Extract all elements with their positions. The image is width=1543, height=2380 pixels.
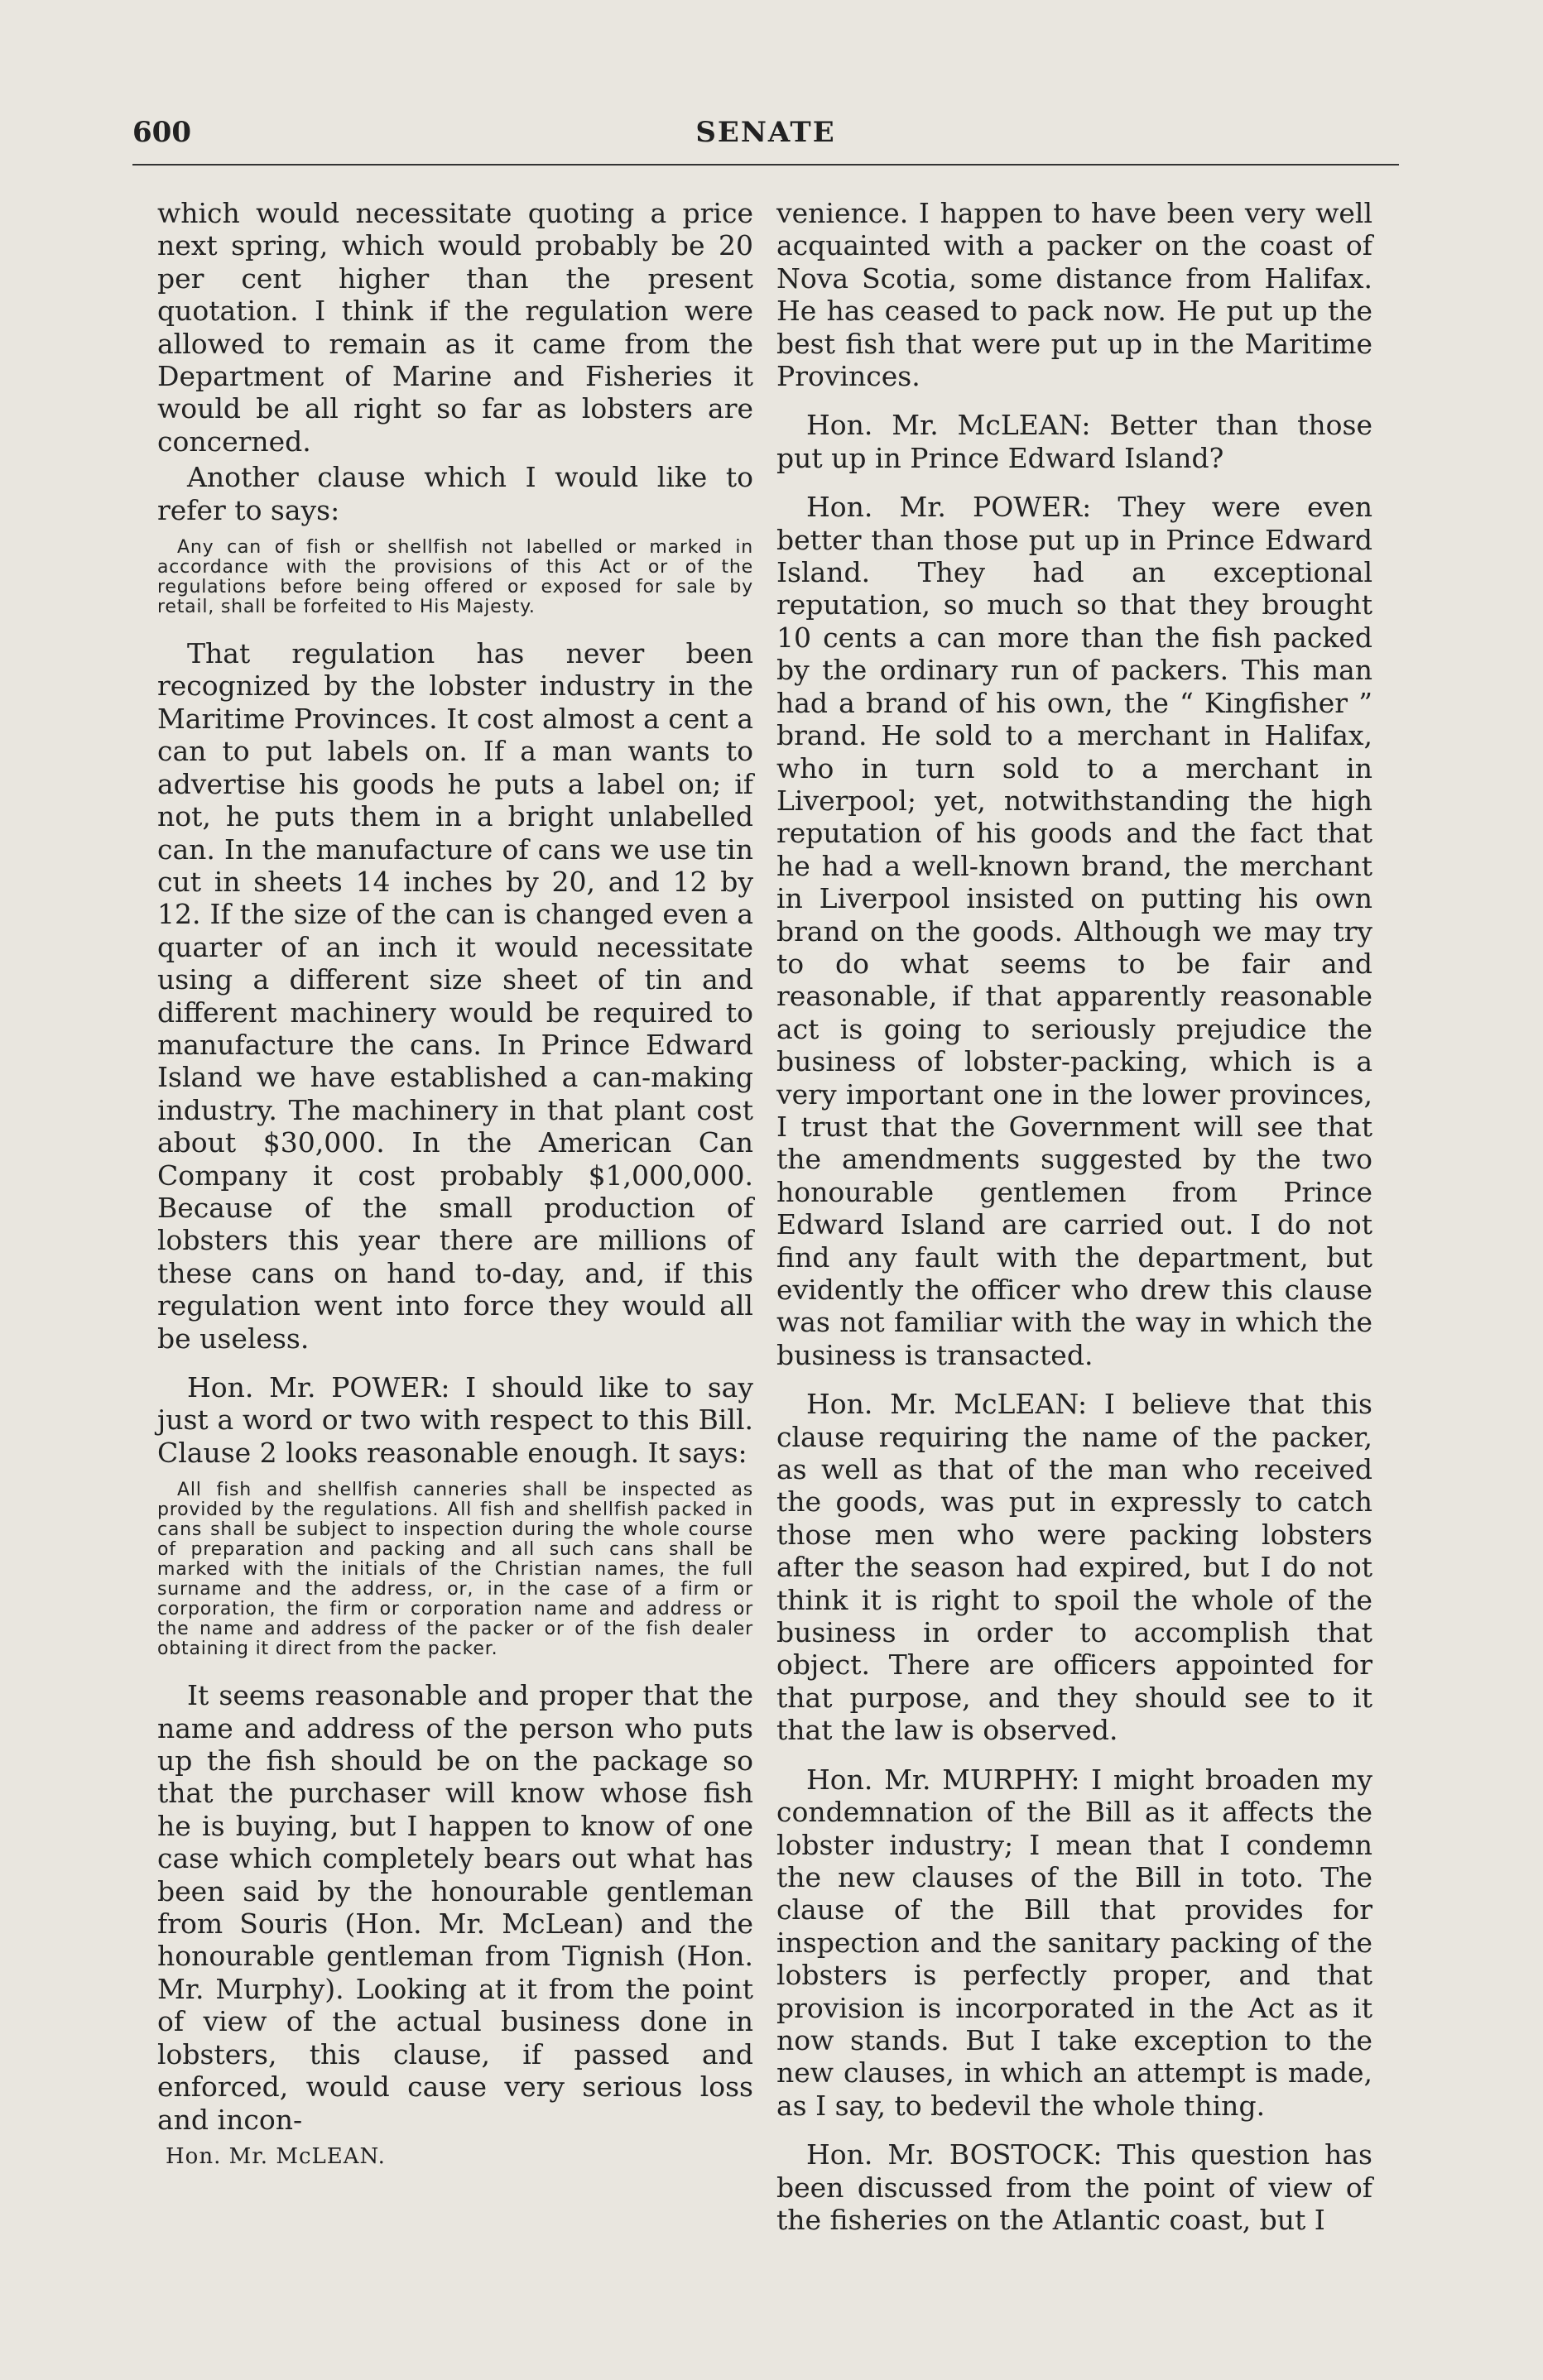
header-rule [132,164,1399,166]
paragraph: That regulation has never been recognized by the lobster industry in the Maritime Provinces. It cost almost a cent a can to put labels on. If a man wants to advertise his goods he puts a label on; if not, he puts them in a bright unlabelled can. In the manufacture of cans we use tin cut in sheets 14 inches by 20, and 12 by 12. If the size of the can is changed even a quarter of an inch it would necessitate using a different size sheet of tin and different machinery would be required to manufacture the cans. In Prince Edward Island we have established a can-making industry. The machinery in that plant cost about $30,000. In the American Can Company it cost probably $1,000,000. Because of the small production of lobsters this year there are millions of these cans on hand to-day, and, if this regulation went into force they would all be useless. [157,637,753,1355]
catchword: Hon. Mr. McLEAN. [166,2143,386,2169]
speaker-paragraph: Hon. Mr. McLEAN: I believe that this clause requiring the name of the packer, as well as that of the man who received the goods, was put in expressly to catch those men who were packing lobsters after the season had expired, but I do not think it is right to spoil the whole of the business in order to accomplish that object. There are officers appointed for that purpose, and they should see to it that the law is observed. [776,1388,1372,1747]
speaker-paragraph: Hon. Mr. McLEAN: Better than those put up in Prince Edward Island? [776,409,1372,474]
page-header [132,116,1399,166]
left-column [157,197,753,2173]
paragraph: venience. I happen to have been very well acquainted with a packer on the coast of Nova Scotia, some distance from Halifax. He has ceased to pack now. He put up the best fish that were put up in the Maritime Provinces. [776,197,1372,393]
quoted-clause: Any can of fish or shellfish not labelled or marked in accordance with the provisions of this Act or of the regulations before being offered or exposed for sale by retail, shall be forfeited to His Majesty. [157,537,753,618]
speaker-paragraph: Hon. Mr. POWER: They were even better than those put up in Prince Edward Island. They had an exceptional reputation, so much so that they brought 10 cents a can more than the fish packed by the ordinary run of packers. This man had a brand of his own, the “ Kingfisher ” brand. He sold to a merchant in Halifax, who in turn sold to a merchant in Liverpool; yet, notwithstanding the high reputation of his goods and the fact that he had a well-known brand, the merchant in Liverpool insisted on putting his own brand on the goods. Although we may try to do what seems to be fair and reasonable, if that apparently reasonable act is going to seriously prejudice the business of lobster-packing, which is a very important one in the lower provinces, I trust that the Government will see that the amendments suggested by the two honourable gentlemen from Prince Edward Island are carried out. I do not find any fault with the department, but evidently the officer who drew this clause was not familiar with the way in which the business is transacted. [776,491,1372,1371]
paragraph: It seems reasonable and proper that the name and address of the person who puts up the fish should be on the package so that the purchaser will know whose fish he is buying, but I happen to know of one case which completely bears out what has been said by the honourable gentleman from Souris (Hon. Mr. McLean) and the honourable gentleman from Tignish (Hon. Mr. Murphy). Looking at it from the point of view of the actual business done in lobsters, this clause, if passed and enforced, would cause very serious loss and incon- [157,1679,753,2136]
speaker-paragraph: Hon. Mr. POWER: I should like to say just a word or two with respect to this Bill. Clause 2 looks reasonable enough. It says: [157,1371,753,1469]
right-column [776,197,1372,2236]
running-title: SENATE [695,116,836,149]
paragraph: which would necessitate quoting a price next spring, which would probably be 20 per cent higher than the present quotation. I think if the regulation were allowed to remain as it came from the Department of Marine and Fisheries it would be all right so far as lobsters are concerned. [157,197,753,458]
speaker-paragraph: Hon. Mr. BOSTOCK: This question has been discussed from the point of view of the fisheries on the Atlantic coast, but I [776,2138,1372,2236]
page-number: 600 [132,116,191,149]
speaker-paragraph: Hon. Mr. MURPHY: I might broaden my condemnation of the Bill as it affects the lobster industry; I mean that I condemn the new clauses of the Bill in toto. The clause of the Bill that provides for inspection and the sanitary packing of the lobsters is perfectly proper, and that provision is incorporated in the Act as it now stands. But I take exception to the new clauses, in which an attempt is made, as I say, to bedevil the whole thing. [776,1763,1372,2122]
quoted-clause: All fish and shellfish canneries shall be inspected as provided by the regulations. All fish and shellfish packed in cans shall be subject to inspection during the whole course of preparation and packing and all such cans shall be marked with the initials of the Christian names, the full surname and the address, or, in the case of a firm or corporation, the firm or corporation name and address or the name and address of the packer or of the fish dealer obtaining it direct from the packer. [157,1480,753,1660]
paragraph: Another clause which I would like to refer to says: [157,461,753,526]
